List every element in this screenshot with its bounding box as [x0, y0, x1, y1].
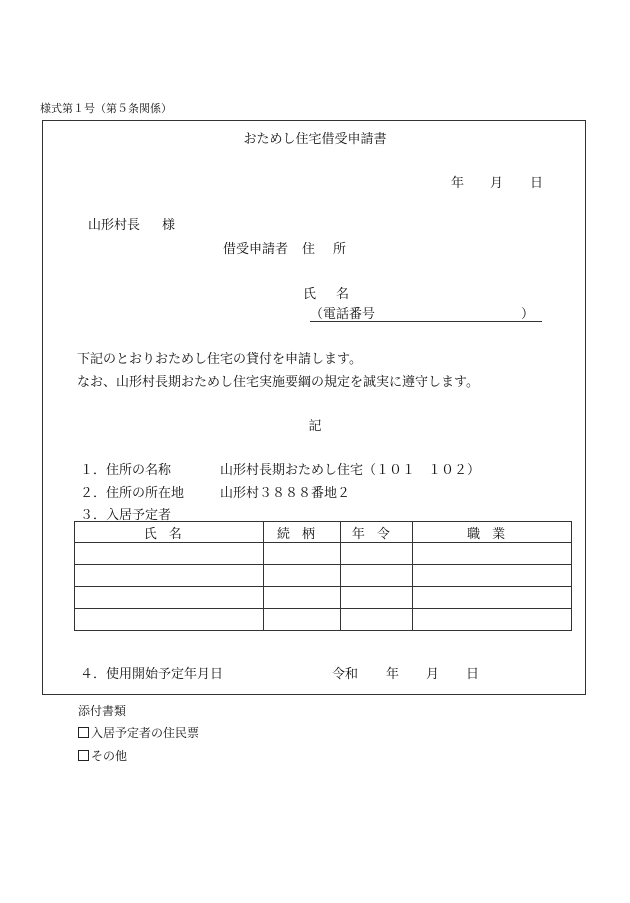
item-3-label: ３．入居予定者: [80, 508, 172, 523]
table-cell[interactable]: [75, 543, 264, 565]
attachments-title: 添付書類: [78, 704, 127, 718]
form-number-label: 様式第１号（第５条関係）: [40, 102, 172, 115]
start-date-era: 令和: [332, 667, 359, 682]
date-day: 日: [530, 176, 544, 191]
table-row: [75, 587, 572, 609]
residents-table: [74, 521, 572, 631]
start-date-label: ４．使用開始予定年月日: [80, 667, 224, 682]
attachment-item-1[interactable]: [78, 724, 199, 741]
applicant-line: [223, 238, 364, 257]
table-cell[interactable]: [413, 587, 572, 609]
phone-field[interactable]: [310, 303, 542, 322]
header-name: 氏名: [75, 522, 264, 543]
item-2-label: ２．住所の所在地: [80, 486, 185, 501]
table-cell[interactable]: [413, 609, 572, 631]
start-date-day: 日: [466, 667, 480, 682]
item-1-value: 山形村長期おためし住宅（１０１ １０２）: [220, 463, 481, 478]
start-date-year: 年: [386, 667, 400, 682]
addressee-suffix: 様: [162, 218, 176, 233]
phone-label: （電話番号: [310, 307, 376, 322]
table-cell[interactable]: [75, 609, 264, 631]
table-row: [75, 565, 572, 587]
item-2: [80, 482, 350, 501]
addressee: [88, 214, 175, 233]
attachment-item-2[interactable]: [78, 747, 127, 764]
checkbox-icon[interactable]: [78, 727, 89, 738]
table-cell[interactable]: [263, 609, 341, 631]
item-2-value: 山形村３８８８番地２: [220, 486, 351, 501]
item-1: [80, 459, 480, 478]
table-cell[interactable]: [75, 565, 264, 587]
header-age: 年令: [341, 522, 413, 543]
address-label: 住所: [302, 242, 365, 257]
addressee-name: 山形村長: [88, 218, 141, 233]
name-label: 氏名: [303, 287, 370, 302]
header-relation: 続柄: [263, 522, 341, 543]
table-cell[interactable]: [341, 565, 413, 587]
table-cell[interactable]: [263, 587, 341, 609]
item-1-label: １．住所の名称: [80, 463, 172, 478]
ki-heading: 記: [308, 419, 322, 434]
start-date-month: 月: [426, 667, 440, 682]
document-title: おためし住宅借受申請書: [243, 132, 387, 147]
applicant-role: 借受申請者: [223, 242, 289, 257]
table-cell[interactable]: [341, 543, 413, 565]
checkbox-icon[interactable]: [78, 750, 89, 761]
table-cell[interactable]: [263, 543, 341, 565]
table-cell[interactable]: [413, 565, 572, 587]
body-text-line-2: なお、山形村長期おためし住宅実施要綱の規定を誠実に遵守します。: [77, 375, 479, 390]
attachment-item-1-label: 入居予定者の住民票: [91, 726, 200, 740]
table-cell[interactable]: [413, 543, 572, 565]
table-cell[interactable]: [263, 565, 341, 587]
table-cell[interactable]: [341, 587, 413, 609]
attachment-item-2-label: その他: [91, 749, 128, 763]
table-row: [75, 609, 572, 631]
table-header-row: [75, 522, 572, 543]
body-text-line-1: 下記のとおりおためし住宅の貸付を申請します。: [77, 352, 362, 367]
table-row: [75, 543, 572, 565]
table-cell[interactable]: [75, 587, 264, 609]
table-cell[interactable]: [341, 609, 413, 631]
phone-close-paren: ）: [520, 307, 534, 322]
date-year: 年: [451, 176, 465, 191]
header-occupation: 職業: [413, 522, 572, 543]
date-month: 月: [490, 176, 504, 191]
